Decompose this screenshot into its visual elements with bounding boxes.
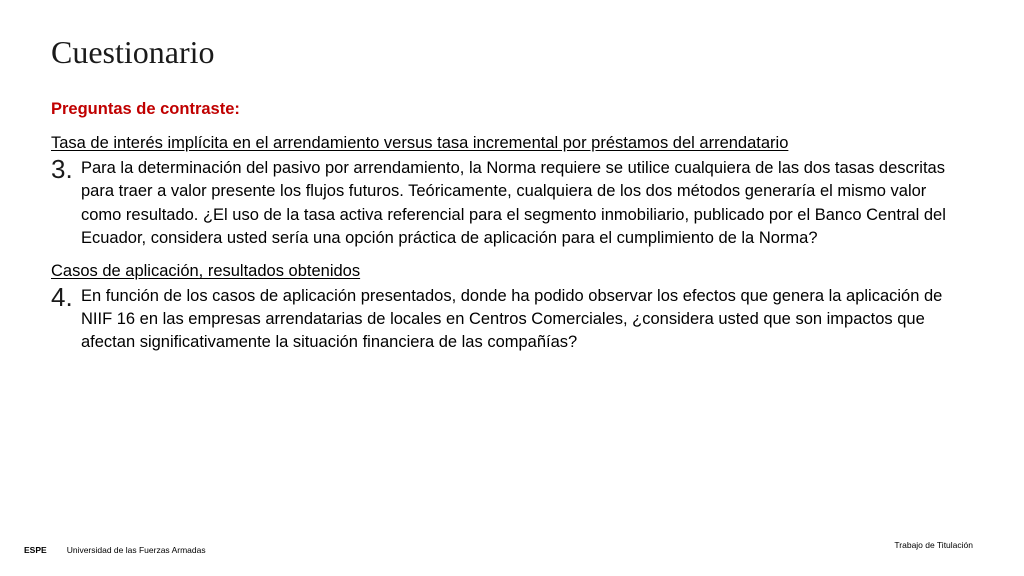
question-text: Para la determinación del pasivo por arrendamiento, la Norma requiere se utilice cualquiera de las dos tasas descritas para traer a valor presente los flujos futuros. Teóricamente, cualquiera de los dos métodos generaría el mismo valor como resultado. ¿El uso de la tasa activa referencial para el segmento inmobiliario, publicado por el Banco Central del Ecuador, considera usted sería una opción práctica de aplicación para el cumplimiento de la Norma? — [81, 159, 946, 248]
footer-brand: ESPE — [24, 545, 47, 555]
footer-right-label: Trabajo de Titulación — [894, 540, 973, 550]
question-number: 3. — [51, 154, 73, 184]
section-label-interest-rate: Tasa de interés implícita en el arrendamiento versus tasa incremental por préstamos del arrendatario — [51, 134, 789, 152]
slide-title: Cuestionario — [51, 34, 215, 70]
question-3 — [51, 154, 981, 251]
question-number: 4. — [51, 281, 73, 312]
footer-left — [24, 545, 206, 555]
slide-content — [51, 97, 981, 365]
footer-institution: Universidad de las Fuerzas Armadas — [66, 545, 206, 555]
question-4 — [51, 281, 981, 355]
subheading: Preguntas de contraste: — [51, 100, 240, 118]
section-label-application-cases: Casos de aplicación, resultados obtenidos — [51, 261, 361, 280]
question-text: En función de los casos de aplicación presentados, donde ha podido observar los efectos que genera la aplicación de NIIF 16 en las empresas arrendatarias de locales en Centros Comerciales, ¿considera usted que son impactos que afectan significativamente la situación financiera de las compañías? — [81, 286, 943, 352]
